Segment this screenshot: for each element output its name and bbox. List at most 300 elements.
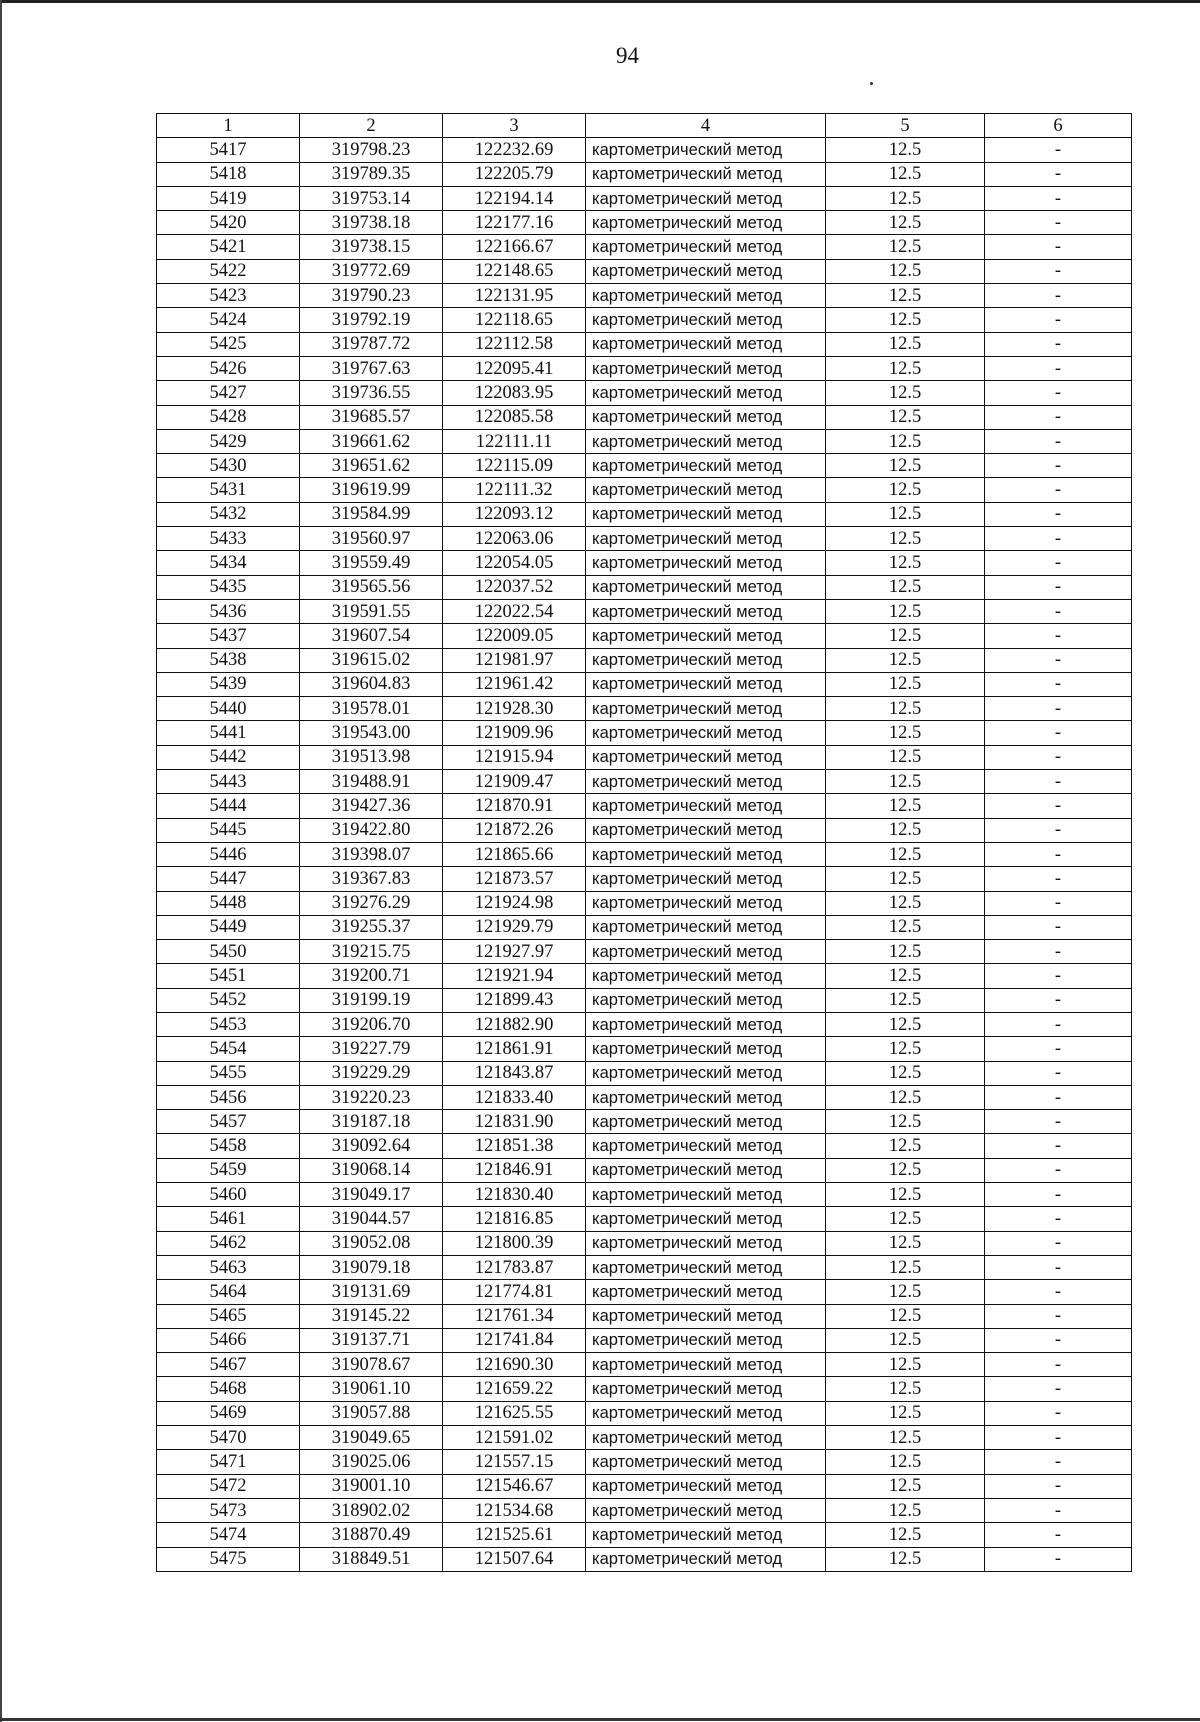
- method-cell: картометрический метод: [586, 575, 826, 599]
- y-coordinate-cell: 121525.61: [443, 1523, 586, 1547]
- point-number-cell: 5454: [157, 1037, 300, 1061]
- table-row: [157, 648, 1132, 672]
- note-cell: -: [985, 1255, 1132, 1279]
- note-cell: -: [985, 624, 1132, 648]
- y-coordinate-cell: 121882.90: [443, 1012, 586, 1036]
- point-number-cell: 5460: [157, 1183, 300, 1207]
- method-cell: картометрический метод: [586, 1110, 826, 1134]
- table-row: [157, 1426, 1132, 1450]
- coordinates-table: [156, 113, 1132, 1572]
- table-row: [157, 988, 1132, 1012]
- method-cell: картометрический метод: [586, 867, 826, 891]
- y-coordinate-cell: 121783.87: [443, 1255, 586, 1279]
- point-number-cell: 5445: [157, 818, 300, 842]
- note-cell: -: [985, 186, 1132, 210]
- table-row: [157, 1377, 1132, 1401]
- point-number-cell: 5442: [157, 745, 300, 769]
- method-cell: картометрический метод: [586, 1401, 826, 1425]
- accuracy-cell: 12.5: [826, 1255, 985, 1279]
- x-coordinate-cell: 319738.15: [300, 235, 443, 259]
- y-coordinate-cell: 122232.69: [443, 138, 586, 162]
- x-coordinate-cell: 319513.98: [300, 745, 443, 769]
- accuracy-cell: 12.5: [826, 1085, 985, 1109]
- table-row: [157, 211, 1132, 235]
- note-cell: -: [985, 964, 1132, 988]
- x-coordinate-cell: 318902.02: [300, 1498, 443, 1522]
- y-coordinate-cell: 121921.94: [443, 964, 586, 988]
- table-row: [157, 259, 1132, 283]
- method-cell: картометрический метод: [586, 454, 826, 478]
- table-row: [157, 138, 1132, 162]
- table-row: [157, 1401, 1132, 1425]
- point-number-cell: 5468: [157, 1377, 300, 1401]
- method-cell: картометрический метод: [586, 1255, 826, 1279]
- accuracy-cell: 12.5: [826, 891, 985, 915]
- method-cell: картометрический метод: [586, 1012, 826, 1036]
- table-row: [157, 551, 1132, 575]
- method-cell: картометрический метод: [586, 891, 826, 915]
- accuracy-cell: 12.5: [826, 721, 985, 745]
- x-coordinate-cell: 319276.29: [300, 891, 443, 915]
- y-coordinate-cell: 122177.16: [443, 211, 586, 235]
- point-number-cell: 5446: [157, 842, 300, 866]
- y-coordinate-cell: 121741.84: [443, 1328, 586, 1352]
- y-coordinate-cell: 122166.67: [443, 235, 586, 259]
- x-coordinate-cell: 319187.18: [300, 1110, 443, 1134]
- accuracy-cell: 12.5: [826, 1450, 985, 1474]
- table-row: [157, 284, 1132, 308]
- point-number-cell: 5452: [157, 988, 300, 1012]
- method-cell: картометрический метод: [586, 1498, 826, 1522]
- y-coordinate-cell: 121929.79: [443, 915, 586, 939]
- table-row: [157, 308, 1132, 332]
- point-number-cell: 5472: [157, 1474, 300, 1498]
- table-row: [157, 867, 1132, 891]
- table-row: [157, 429, 1132, 453]
- point-number-cell: 5417: [157, 138, 300, 162]
- y-coordinate-cell: 121831.90: [443, 1110, 586, 1134]
- note-cell: -: [985, 891, 1132, 915]
- point-number-cell: 5461: [157, 1207, 300, 1231]
- y-coordinate-cell: 122063.06: [443, 527, 586, 551]
- table-row: [157, 1231, 1132, 1255]
- y-coordinate-cell: 121690.30: [443, 1353, 586, 1377]
- table-row: [157, 672, 1132, 696]
- x-coordinate-cell: 319049.65: [300, 1426, 443, 1450]
- x-coordinate-cell: 319229.29: [300, 1061, 443, 1085]
- y-coordinate-cell: 122205.79: [443, 162, 586, 186]
- table-row: [157, 478, 1132, 502]
- table-row: [157, 964, 1132, 988]
- x-coordinate-cell: 319044.57: [300, 1207, 443, 1231]
- y-coordinate-cell: 121557.15: [443, 1450, 586, 1474]
- method-cell: картометрический метод: [586, 551, 826, 575]
- note-cell: -: [985, 1134, 1132, 1158]
- method-cell: картометрический метод: [586, 1328, 826, 1352]
- method-cell: картометрический метод: [586, 1183, 826, 1207]
- point-number-cell: 5420: [157, 211, 300, 235]
- y-coordinate-cell: 121909.96: [443, 721, 586, 745]
- method-cell: картометрический метод: [586, 915, 826, 939]
- y-coordinate-cell: 121872.26: [443, 818, 586, 842]
- x-coordinate-cell: 319738.18: [300, 211, 443, 235]
- table-row: [157, 1110, 1132, 1134]
- note-cell: -: [985, 1450, 1132, 1474]
- note-cell: -: [985, 1401, 1132, 1425]
- table-row: [157, 1328, 1132, 1352]
- table-row: [157, 745, 1132, 769]
- accuracy-cell: 12.5: [826, 235, 985, 259]
- table-row: [157, 1523, 1132, 1547]
- method-cell: картометрический метод: [586, 721, 826, 745]
- point-number-cell: 5425: [157, 332, 300, 356]
- note-cell: -: [985, 429, 1132, 453]
- accuracy-cell: 12.5: [826, 770, 985, 794]
- table-row: [157, 721, 1132, 745]
- x-coordinate-cell: 319661.62: [300, 429, 443, 453]
- table-row: [157, 1134, 1132, 1158]
- scan-top-border: [0, 0, 1200, 3]
- point-number-cell: 5449: [157, 915, 300, 939]
- accuracy-cell: 12.5: [826, 599, 985, 623]
- method-cell: картометрический метод: [586, 672, 826, 696]
- note-cell: -: [985, 381, 1132, 405]
- method-cell: картометрический метод: [586, 332, 826, 356]
- accuracy-cell: 12.5: [826, 1183, 985, 1207]
- table-row: [157, 1207, 1132, 1231]
- table-row: [157, 770, 1132, 794]
- y-coordinate-cell: 121761.34: [443, 1304, 586, 1328]
- note-cell: -: [985, 818, 1132, 842]
- method-cell: картометрический метод: [586, 186, 826, 210]
- table-row: [157, 1061, 1132, 1085]
- method-cell: картометрический метод: [586, 527, 826, 551]
- accuracy-cell: 12.5: [826, 429, 985, 453]
- y-coordinate-cell: 121625.55: [443, 1401, 586, 1425]
- table-row: [157, 842, 1132, 866]
- point-number-cell: 5453: [157, 1012, 300, 1036]
- accuracy-cell: 12.5: [826, 454, 985, 478]
- accuracy-cell: 12.5: [826, 1134, 985, 1158]
- note-cell: -: [985, 988, 1132, 1012]
- y-coordinate-cell: 121774.81: [443, 1280, 586, 1304]
- x-coordinate-cell: 319560.97: [300, 527, 443, 551]
- note-cell: -: [985, 721, 1132, 745]
- x-coordinate-cell: 319543.00: [300, 721, 443, 745]
- accuracy-cell: 12.5: [826, 1061, 985, 1085]
- y-coordinate-cell: 122131.95: [443, 284, 586, 308]
- accuracy-cell: 12.5: [826, 186, 985, 210]
- note-cell: -: [985, 259, 1132, 283]
- y-coordinate-cell: 122054.05: [443, 551, 586, 575]
- table-row: [157, 1450, 1132, 1474]
- method-cell: картометрический метод: [586, 1061, 826, 1085]
- page-number: 94: [616, 43, 639, 68]
- y-coordinate-cell: 122112.58: [443, 332, 586, 356]
- table-row: [157, 697, 1132, 721]
- note-cell: -: [985, 502, 1132, 526]
- y-coordinate-cell: 122194.14: [443, 186, 586, 210]
- point-number-cell: 5467: [157, 1353, 300, 1377]
- x-coordinate-cell: 319206.70: [300, 1012, 443, 1036]
- point-number-cell: 5455: [157, 1061, 300, 1085]
- y-coordinate-cell: 122085.58: [443, 405, 586, 429]
- method-cell: картометрический метод: [586, 1037, 826, 1061]
- method-cell: картометрический метод: [586, 1085, 826, 1109]
- accuracy-cell: 12.5: [826, 1523, 985, 1547]
- note-cell: -: [985, 1353, 1132, 1377]
- x-coordinate-cell: 319137.71: [300, 1328, 443, 1352]
- x-coordinate-cell: 319578.01: [300, 697, 443, 721]
- note-cell: -: [985, 1037, 1132, 1061]
- accuracy-cell: 12.5: [826, 1304, 985, 1328]
- point-number-cell: 5430: [157, 454, 300, 478]
- method-cell: картометрический метод: [586, 162, 826, 186]
- point-number-cell: 5424: [157, 308, 300, 332]
- point-number-cell: 5423: [157, 284, 300, 308]
- table-row: [157, 1304, 1132, 1328]
- point-number-cell: 5431: [157, 478, 300, 502]
- header-cell: 5: [826, 114, 985, 138]
- point-number-cell: 5463: [157, 1255, 300, 1279]
- note-cell: -: [985, 1304, 1132, 1328]
- method-cell: картометрический метод: [586, 1547, 826, 1571]
- accuracy-cell: 12.5: [826, 308, 985, 332]
- y-coordinate-cell: 121928.30: [443, 697, 586, 721]
- method-cell: картометрический метод: [586, 308, 826, 332]
- x-coordinate-cell: 319789.35: [300, 162, 443, 186]
- table-row: [157, 162, 1132, 186]
- x-coordinate-cell: 319052.08: [300, 1231, 443, 1255]
- note-cell: -: [985, 356, 1132, 380]
- accuracy-cell: 12.5: [826, 1012, 985, 1036]
- note-cell: -: [985, 1498, 1132, 1522]
- table-row: [157, 1474, 1132, 1498]
- note-cell: -: [985, 1280, 1132, 1304]
- accuracy-cell: 12.5: [826, 1401, 985, 1425]
- point-number-cell: 5435: [157, 575, 300, 599]
- x-coordinate-cell: 319565.56: [300, 575, 443, 599]
- x-coordinate-cell: 319227.79: [300, 1037, 443, 1061]
- method-cell: картометрический метод: [586, 1158, 826, 1182]
- point-number-cell: 5466: [157, 1328, 300, 1352]
- x-coordinate-cell: 319068.14: [300, 1158, 443, 1182]
- x-coordinate-cell: 319591.55: [300, 599, 443, 623]
- method-cell: картометрический метод: [586, 502, 826, 526]
- method-cell: картометрический метод: [586, 211, 826, 235]
- method-cell: картометрический метод: [586, 1304, 826, 1328]
- accuracy-cell: 12.5: [826, 1110, 985, 1134]
- accuracy-cell: 12.5: [826, 527, 985, 551]
- x-coordinate-cell: 319753.14: [300, 186, 443, 210]
- accuracy-cell: 12.5: [826, 211, 985, 235]
- table-body: [157, 138, 1132, 1572]
- accuracy-cell: 12.5: [826, 1037, 985, 1061]
- accuracy-cell: 12.5: [826, 988, 985, 1012]
- header-cell: 6: [985, 114, 1132, 138]
- accuracy-cell: 12.5: [826, 1280, 985, 1304]
- accuracy-cell: 12.5: [826, 575, 985, 599]
- accuracy-cell: 12.5: [826, 648, 985, 672]
- point-number-cell: 5433: [157, 527, 300, 551]
- method-cell: картометрический метод: [586, 624, 826, 648]
- method-cell: картометрический метод: [586, 259, 826, 283]
- table-row: [157, 527, 1132, 551]
- note-cell: -: [985, 599, 1132, 623]
- accuracy-cell: 12.5: [826, 381, 985, 405]
- point-number-cell: 5440: [157, 697, 300, 721]
- table-row: [157, 356, 1132, 380]
- accuracy-cell: 12.5: [826, 1207, 985, 1231]
- y-coordinate-cell: 121915.94: [443, 745, 586, 769]
- method-cell: картометрический метод: [586, 1450, 826, 1474]
- x-coordinate-cell: 319559.49: [300, 551, 443, 575]
- method-cell: картометрический метод: [586, 1426, 826, 1450]
- x-coordinate-cell: 319615.02: [300, 648, 443, 672]
- method-cell: картометрический метод: [586, 429, 826, 453]
- accuracy-cell: 12.5: [826, 794, 985, 818]
- x-coordinate-cell: 319584.99: [300, 502, 443, 526]
- x-coordinate-cell: 319049.17: [300, 1183, 443, 1207]
- accuracy-cell: 12.5: [826, 1377, 985, 1401]
- x-coordinate-cell: 319215.75: [300, 940, 443, 964]
- accuracy-cell: 12.5: [826, 1547, 985, 1571]
- x-coordinate-cell: 319079.18: [300, 1255, 443, 1279]
- point-number-cell: 5457: [157, 1110, 300, 1134]
- y-coordinate-cell: 121873.57: [443, 867, 586, 891]
- note-cell: -: [985, 1012, 1132, 1036]
- table-row: [157, 915, 1132, 939]
- point-number-cell: 5475: [157, 1547, 300, 1571]
- point-number-cell: 5470: [157, 1426, 300, 1450]
- accuracy-cell: 12.5: [826, 940, 985, 964]
- method-cell: картометрический метод: [586, 1474, 826, 1498]
- point-number-cell: 5437: [157, 624, 300, 648]
- method-cell: картометрический метод: [586, 599, 826, 623]
- table-row: [157, 1280, 1132, 1304]
- header-cell: 3: [443, 114, 586, 138]
- point-number-cell: 5464: [157, 1280, 300, 1304]
- y-coordinate-cell: 121507.64: [443, 1547, 586, 1571]
- table-row: [157, 575, 1132, 599]
- y-coordinate-cell: 121899.43: [443, 988, 586, 1012]
- accuracy-cell: 12.5: [826, 1426, 985, 1450]
- point-number-cell: 5418: [157, 162, 300, 186]
- x-coordinate-cell: 319651.62: [300, 454, 443, 478]
- y-coordinate-cell: 122118.65: [443, 308, 586, 332]
- note-cell: -: [985, 1377, 1132, 1401]
- accuracy-cell: 12.5: [826, 867, 985, 891]
- method-cell: картометрический метод: [586, 1134, 826, 1158]
- point-number-cell: 5436: [157, 599, 300, 623]
- y-coordinate-cell: 121833.40: [443, 1085, 586, 1109]
- accuracy-cell: 12.5: [826, 356, 985, 380]
- table-row: [157, 502, 1132, 526]
- note-cell: -: [985, 575, 1132, 599]
- note-cell: -: [985, 405, 1132, 429]
- note-cell: -: [985, 1426, 1132, 1450]
- table-row: [157, 891, 1132, 915]
- point-number-cell: 5438: [157, 648, 300, 672]
- y-coordinate-cell: 121861.91: [443, 1037, 586, 1061]
- point-number-cell: 5469: [157, 1401, 300, 1425]
- method-cell: картометрический метод: [586, 648, 826, 672]
- method-cell: картометрический метод: [586, 1231, 826, 1255]
- y-coordinate-cell: 121846.91: [443, 1158, 586, 1182]
- accuracy-cell: 12.5: [826, 964, 985, 988]
- scan-speck: [870, 82, 873, 85]
- table-row: [157, 454, 1132, 478]
- note-cell: -: [985, 648, 1132, 672]
- note-cell: -: [985, 332, 1132, 356]
- note-cell: -: [985, 308, 1132, 332]
- accuracy-cell: 12.5: [826, 1498, 985, 1522]
- note-cell: -: [985, 551, 1132, 575]
- accuracy-cell: 12.5: [826, 551, 985, 575]
- y-coordinate-cell: 121924.98: [443, 891, 586, 915]
- note-cell: -: [985, 697, 1132, 721]
- note-cell: -: [985, 138, 1132, 162]
- x-coordinate-cell: 319790.23: [300, 284, 443, 308]
- point-number-cell: 5429: [157, 429, 300, 453]
- x-coordinate-cell: 319199.19: [300, 988, 443, 1012]
- x-coordinate-cell: 319736.55: [300, 381, 443, 405]
- point-number-cell: 5434: [157, 551, 300, 575]
- point-number-cell: 5432: [157, 502, 300, 526]
- y-coordinate-cell: 122093.12: [443, 502, 586, 526]
- note-cell: -: [985, 940, 1132, 964]
- accuracy-cell: 12.5: [826, 697, 985, 721]
- table-row: [157, 1037, 1132, 1061]
- header-cell: 1: [157, 114, 300, 138]
- x-coordinate-cell: 319798.23: [300, 138, 443, 162]
- y-coordinate-cell: 121659.22: [443, 1377, 586, 1401]
- x-coordinate-cell: 319092.64: [300, 1134, 443, 1158]
- x-coordinate-cell: 319422.80: [300, 818, 443, 842]
- y-coordinate-cell: 122148.65: [443, 259, 586, 283]
- x-coordinate-cell: 319787.72: [300, 332, 443, 356]
- x-coordinate-cell: 319131.69: [300, 1280, 443, 1304]
- point-number-cell: 5474: [157, 1523, 300, 1547]
- note-cell: -: [985, 1231, 1132, 1255]
- note-cell: -: [985, 527, 1132, 551]
- note-cell: -: [985, 211, 1132, 235]
- method-cell: картометрический метод: [586, 235, 826, 259]
- accuracy-cell: 12.5: [826, 284, 985, 308]
- table-row: [157, 1012, 1132, 1036]
- note-cell: -: [985, 454, 1132, 478]
- point-number-cell: 5458: [157, 1134, 300, 1158]
- point-number-cell: 5465: [157, 1304, 300, 1328]
- method-cell: картометрический метод: [586, 1523, 826, 1547]
- accuracy-cell: 12.5: [826, 1231, 985, 1255]
- x-coordinate-cell: 319772.69: [300, 259, 443, 283]
- y-coordinate-cell: 122115.09: [443, 454, 586, 478]
- accuracy-cell: 12.5: [826, 624, 985, 648]
- table-row: [157, 1183, 1132, 1207]
- x-coordinate-cell: 319792.19: [300, 308, 443, 332]
- note-cell: -: [985, 867, 1132, 891]
- table-row: [157, 1353, 1132, 1377]
- point-number-cell: 5441: [157, 721, 300, 745]
- note-cell: -: [985, 235, 1132, 259]
- point-number-cell: 5444: [157, 794, 300, 818]
- x-coordinate-cell: 319061.10: [300, 1377, 443, 1401]
- table-row: [157, 405, 1132, 429]
- header-cell: 4: [586, 114, 826, 138]
- point-number-cell: 5427: [157, 381, 300, 405]
- table-row: [157, 794, 1132, 818]
